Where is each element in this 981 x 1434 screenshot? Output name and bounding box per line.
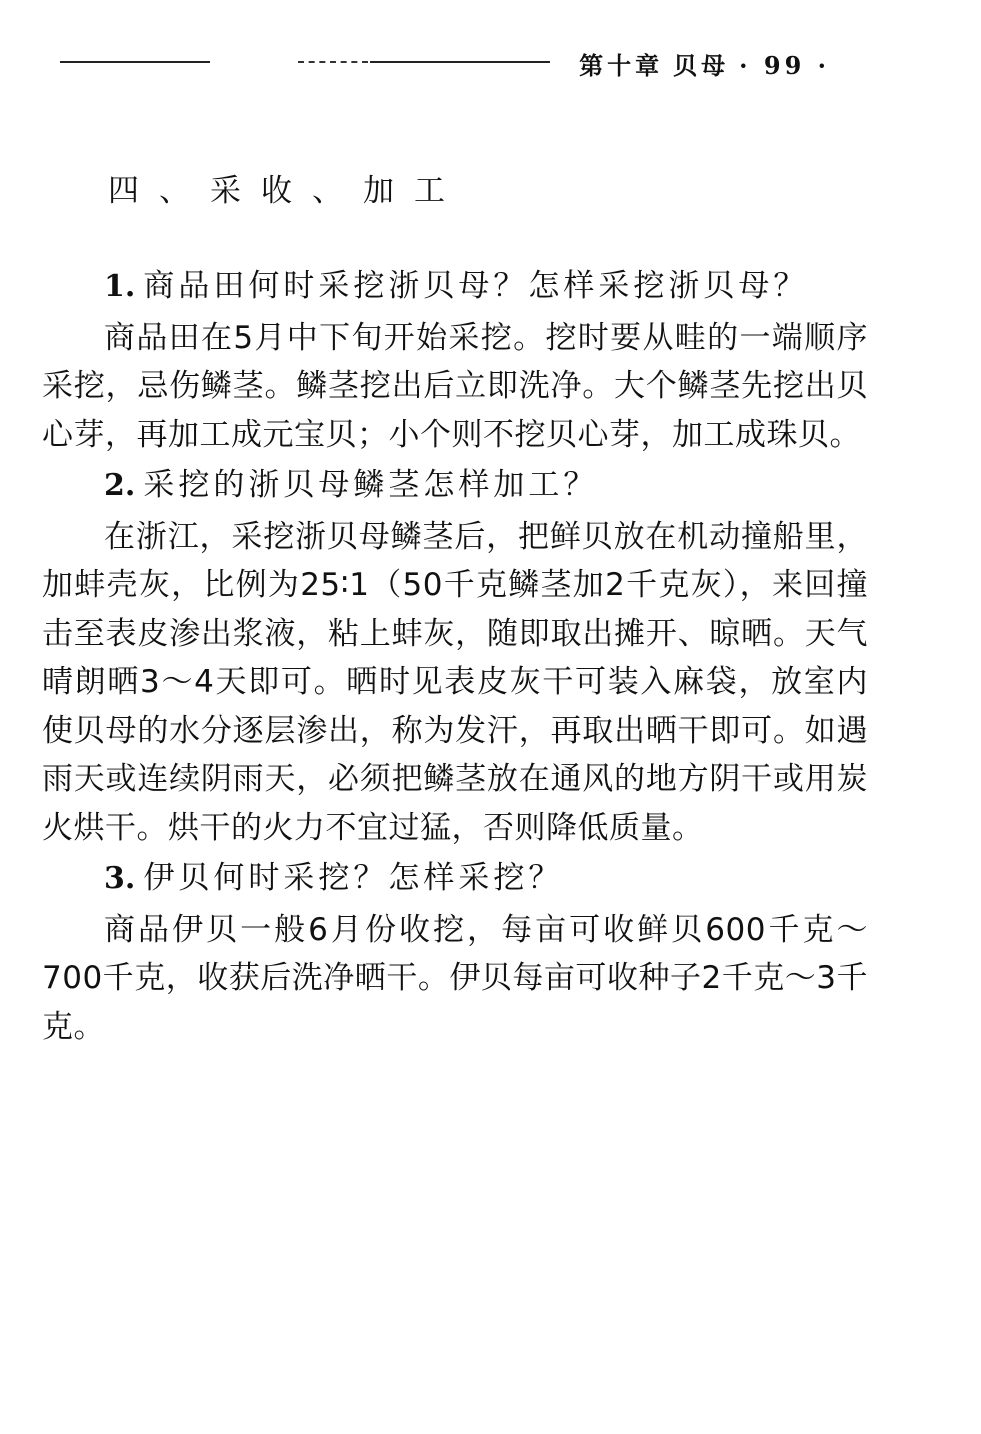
- answer-1: 商品田在5月中下旬开始采挖。挖时要从畦的一端顺序采挖，忌伤鳞茎。鳞茎挖出后立即洗净。大个鳞茎先挖出贝心芽，再加工成元宝贝；小个则不挖贝心芽，加工成珠贝。: [42, 319, 868, 453]
- qa-list: [42, 262, 868, 1051]
- question-text: 采挖的浙贝母鳞茎怎样加工？: [143, 467, 599, 503]
- answer-2: 在浙江，采挖浙贝母鳞茎后，把鲜贝放在机动撞船里，加蚌壳灰，比例为25∶1（50千克鳞茎加2千克灰），来回撞击至表皮渗出浆液，粘上蚌灰，随即取出摊开、晾晒。天气晴朗晒3～4天即可。晒时见表皮灰干可装入麻袋，放室内使贝母的水分逐层渗出，称为发汗，再取出晒干即可。如遇雨天或连续阴雨天，必须把鳞茎放在通风的地方阴干或用炭火烘干。烘干的火力不宜过猛，否则降低质量。: [42, 518, 868, 846]
- section-title: 四、采收、加工: [108, 173, 465, 209]
- question-2: [42, 461, 868, 511]
- question-1: [42, 262, 868, 312]
- question-text: 商品田何时采挖浙贝母？怎样采挖浙贝母？: [143, 268, 809, 304]
- running-head-text: [569, 46, 830, 81]
- question-3: [42, 854, 868, 904]
- page-number: · 99 ·: [739, 51, 830, 80]
- running-head: [60, 46, 830, 80]
- chapter-title: 贝母: [673, 51, 730, 80]
- chapter-label: 第十章: [579, 51, 664, 80]
- question-number: 3.: [104, 861, 136, 896]
- question-number: 2.: [104, 468, 136, 503]
- question-text: 伊贝何时采挖？怎样采挖？: [143, 860, 564, 896]
- header-rule-dashed: [298, 61, 368, 63]
- header-rule-right: [370, 61, 550, 63]
- answer-3: 商品伊贝一般6月份收挖，每亩可收鲜贝600千克～700千克，收获后洗净晒干。伊贝每亩可收种子2千克～3千克。: [42, 911, 868, 1045]
- question-number: 1.: [104, 269, 136, 304]
- header-rule-left: [60, 61, 210, 63]
